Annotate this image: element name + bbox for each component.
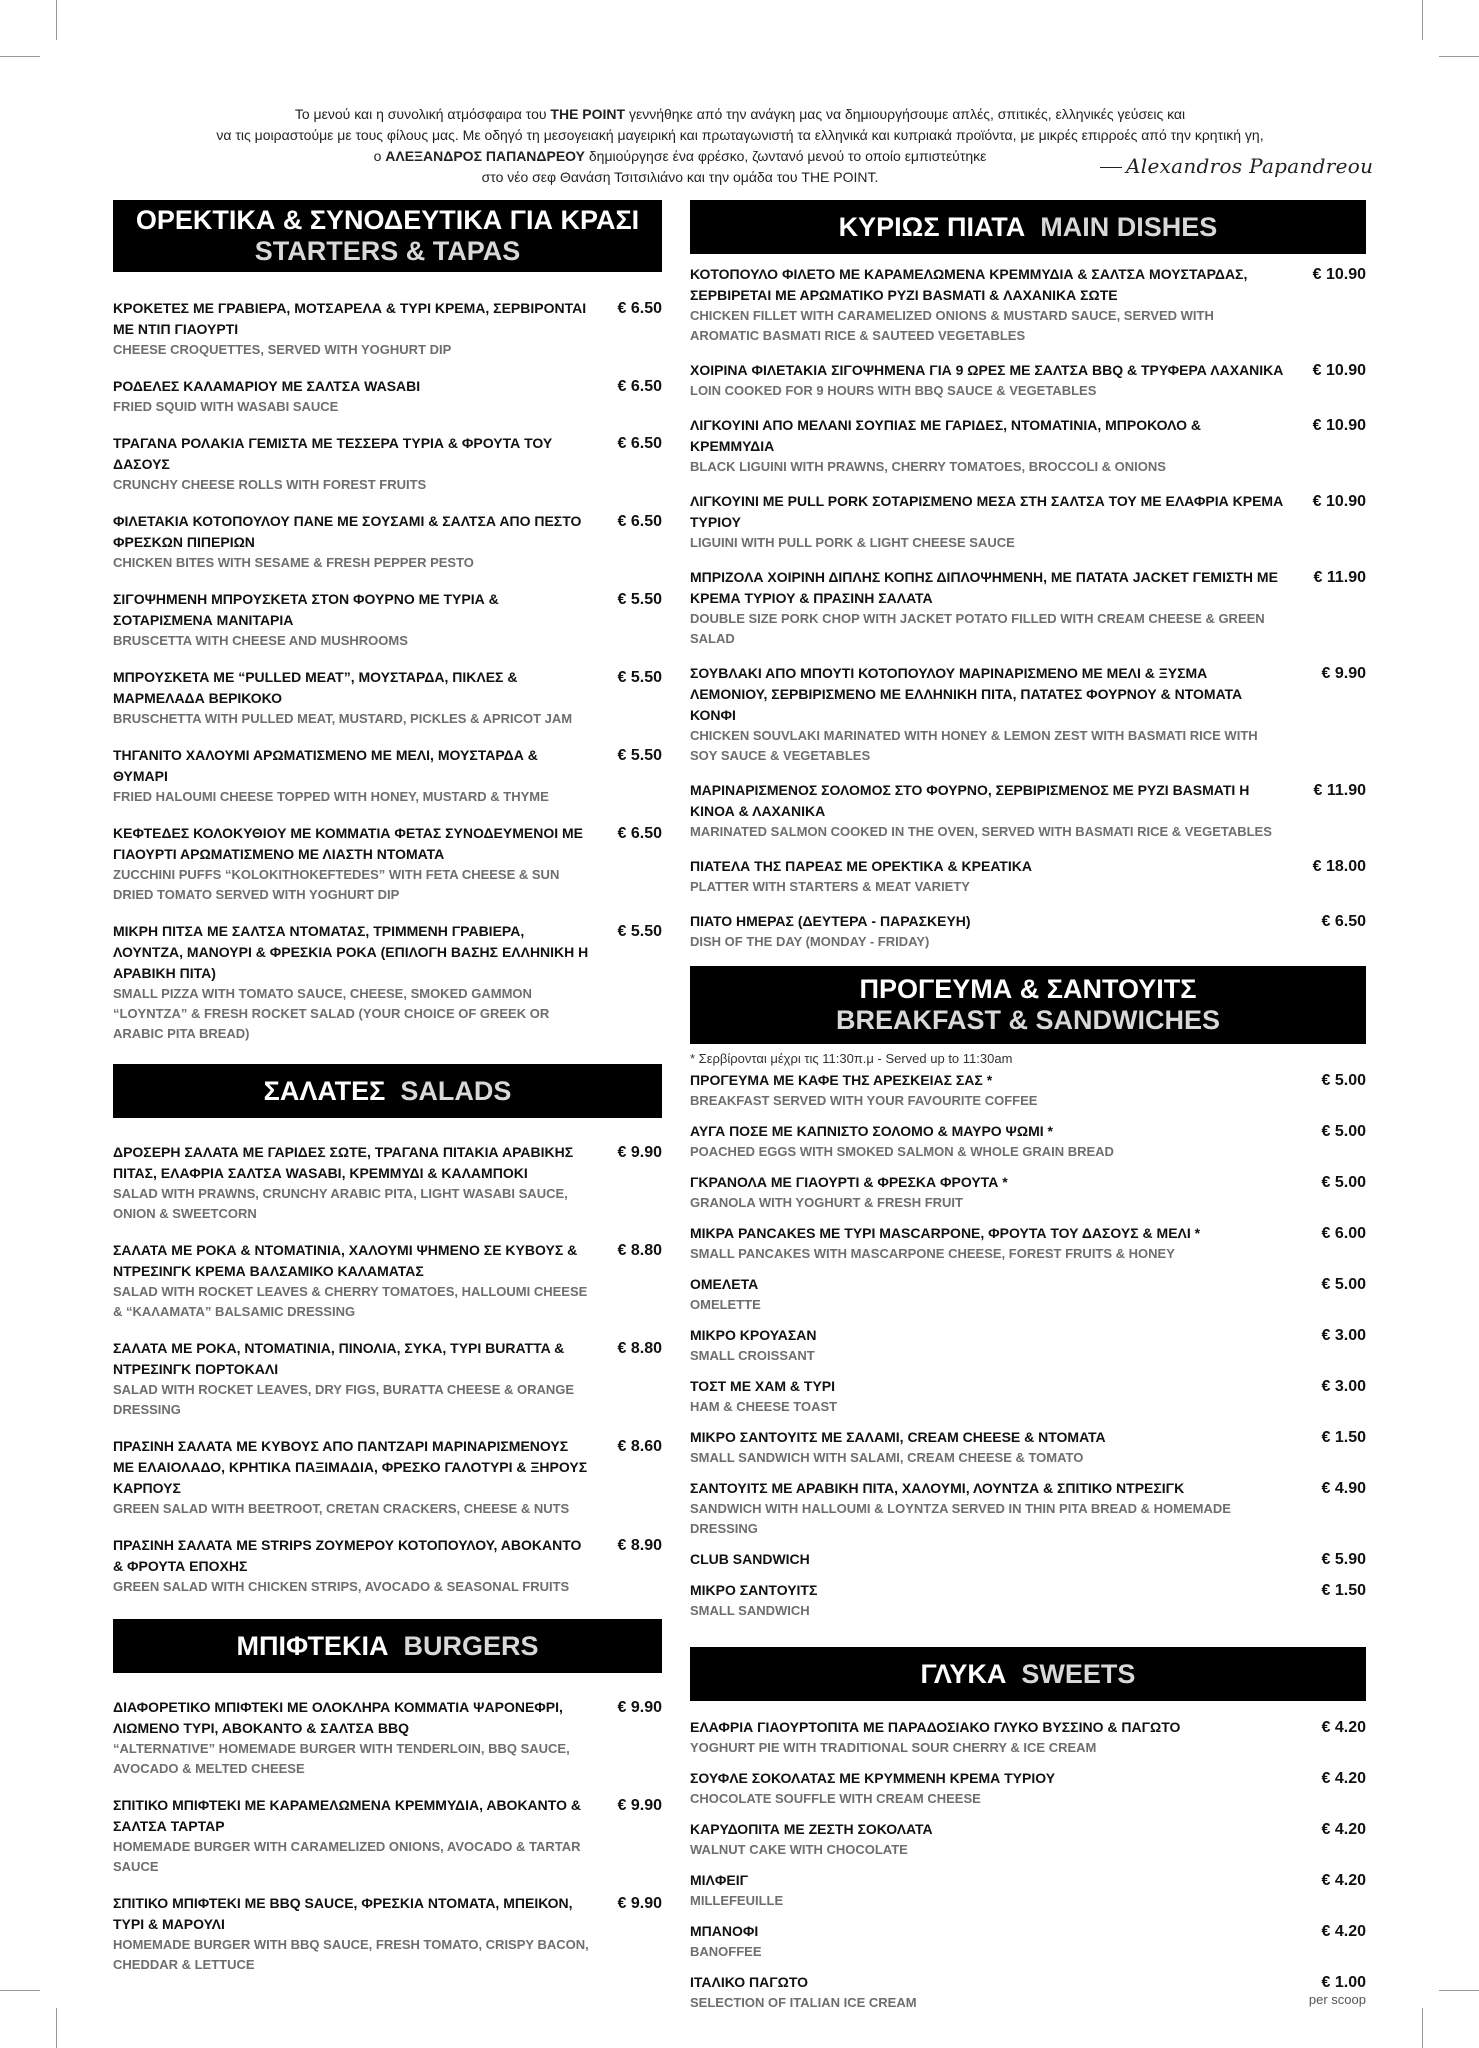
item-name-gr: ΤΡΑΓΑΝΑ ΡΟΛΑΚΙΑ ΓΕΜΙΣΤΑ ΜΕ ΤΕΣΣΕΡΑ ΤΥΡΙΑ & ΦΡΟΥΤΑ ΤΟΥ ΔΑΣΟΥΣ bbox=[113, 435, 553, 472]
item-name-gr: ΜΙΚΡΑ PANCAKES ΜΕ ΤΥΡΙ MASCARPONE, ΦΡΟΥΤΑ ΤΟΥ ΔΑΣΟΥΣ & ΜΕΛΙ * bbox=[690, 1225, 1201, 1241]
chef-signature: Alexandros Papandreou bbox=[1100, 154, 1373, 178]
item-name-en: SALAD WITH ROCKET LEAVES, DRY FIGS, BURATTA CHEESE & ORANGE DRESSING bbox=[113, 1382, 575, 1417]
item-name-en: SMALL PIZZA WITH TOMATO SAUCE, CHEESE, SMOKED GAMMON “LOYNTZA” & FRESH ROCKET SALAD (YOUR CHOICE OF GREEK OR ARABIC PITA BREAD) bbox=[113, 986, 550, 1041]
item-name-en: ZUCCHINI PUFFS “KOLOKITHOKEFTEDES” WITH FETA CHEESE & SUN DRIED TOMATO SERVED WITH YOGHURT DIP bbox=[113, 867, 560, 902]
item-name-en: SMALL SANDWICH bbox=[690, 1603, 810, 1618]
item-price: € 6.50 bbox=[1321, 913, 1366, 930]
item-name-gr: ΣΙΓΟΨΗΜΕΝΗ ΜΠΡΟΥΣΚΕΤΑ ΣΤΟΝ ΦΟΥΡΝΟ ΜΕ ΤΥΡΙΑ & ΣΟΤΑΡΙΣΜΕΝΑ ΜΑΝΙΤΑΡΙΑ bbox=[113, 591, 499, 628]
menu-item bbox=[113, 823, 662, 905]
item-name-en: POACHED EGGS WITH SMOKED SALMON & WHOLE GRAIN BREAD bbox=[690, 1144, 1114, 1159]
crop-mark bbox=[56, 0, 57, 40]
menu-item bbox=[690, 491, 1366, 553]
item-price: € 10.90 bbox=[1312, 266, 1366, 283]
menu-item bbox=[690, 1870, 1366, 1911]
item-name-en: BANOFFEE bbox=[690, 1944, 762, 1959]
crop-mark bbox=[1439, 1990, 1479, 1991]
menu-item bbox=[690, 1549, 1366, 1570]
item-name-gr: ΜΙΚΡΟ ΚΡΟΥΑΣΑΝ bbox=[690, 1327, 817, 1343]
menu-item bbox=[690, 1478, 1366, 1539]
menu-item bbox=[113, 1338, 662, 1420]
item-price: € 6.50 bbox=[617, 825, 662, 842]
item-name-en: YOGHURT PIE WITH TRADITIONAL SOUR CHERRY & ICE CREAM bbox=[690, 1740, 1097, 1755]
menu-item bbox=[113, 1697, 662, 1779]
section-header-breakfast bbox=[690, 966, 1366, 1044]
crop-mark bbox=[1422, 0, 1423, 40]
item-name-en: FRIED SQUID WITH WASABI SAUCE bbox=[113, 399, 339, 414]
item-name-en: BRUSCETTA WITH CHEESE AND MUSHROOMS bbox=[113, 633, 408, 648]
item-name-gr: ΜΠΡΙΖΟΛΑ ΧΟΙΡΙΝΗ ΔΙΠΛΗΣ ΚΟΠΗΣ ΔΙΠΛΟΨΗΜΕΝΗ, ΜΕ ΠΑΤΑΤΑ JACKET ΓΕΜΙΣΤΗ ΜΕ ΚΡΕΜΑ ΤΥΡΙΟΥ & ΠΡΑΣΙΝΗ ΣΑΛΑΤΑ bbox=[690, 569, 1278, 606]
item-price: € 6.50 bbox=[617, 435, 662, 452]
crop-mark bbox=[0, 1990, 40, 1991]
menu-item bbox=[113, 433, 662, 495]
intro-line-1: Το μενού και η συνολική ατμόσφαιρα του THE POINT γεννήθηκε από την ανάγκη μας να δημιουργήσουμε απλές, σπιτικές, ελληνικές γεύσεις και bbox=[294, 106, 1186, 122]
item-name-gr: ΜΙΚΡΟ ΣΑΝΤΟΥΙΤΣ ΜΕ ΣΑΛΑΜΙ, CREAM CHEESE & ΝΤΟΜΑΤΑ bbox=[690, 1429, 1106, 1445]
item-name-gr: ΛΙΓΚΟΥΙΝΙ ΑΠΟ ΜΕΛΑΝΙ ΣΟΥΠΙΑΣ ΜΕ ΓΑΡΙΔΕΣ, ΝΤΟΜΑΤΙΝΙΑ, ΜΠΡΟΚΟΛΟ & ΚΡΕΜΜΥΔΙΑ bbox=[690, 417, 1201, 454]
item-price: € 1.00 per scoop bbox=[1308, 1974, 1366, 2007]
item-price: € 6.50 bbox=[617, 513, 662, 530]
item-name-gr: ΔΡΟΣΕΡΗ ΣΑΛΑΤΑ ΜΕ ΓΑΡΙΔΕΣ ΣΩΤΕ, ΤΡΑΓΑΝΑ ΠΙΤΑΚΙΑ ΑΡΑΒΙΚΗΣ ΠΙΤΑΣ, ΕΛΑΦΡΙΑ ΣΑΛΤΣΑ WASABI, ΚΡΕΜΜΥΔΙ & ΚΑΛΑΜΠΟΚΙ bbox=[113, 1144, 574, 1181]
item-name-gr: ΦΙΛΕΤΑΚΙΑ ΚΟΤΟΠΟΥΛΟΥ ΠΑΝΕ ΜΕ ΣΟΥΣΑΜΙ & ΣΑΛΤΣΑ ΑΠΟ ΠΕΣΤΟ ΦΡΕΣΚΩΝ ΠΙΠΕΡΙΩΝ bbox=[113, 513, 582, 550]
price-unit: per scoop bbox=[1308, 1992, 1366, 2007]
menu-item bbox=[690, 911, 1366, 952]
item-name-en: BRUSCHETTA WITH PULLED MEAT, MUSTARD, PICKLES & APRICOT JAM bbox=[113, 711, 573, 726]
section-title: ΚΥΡΙΩΣ ΠΙΑΤΑ MAIN DISHES bbox=[838, 211, 1218, 242]
item-name-gr: ΜΙΚΡΗ ΠΙΤΣΑ ΜΕ ΣΑΛΤΣΑ ΝΤΟΜΑΤΑΣ, ΤΡΙΜΜΕΝΗ ΓΡΑΒΙΕΡΑ, ΛΟΥΝΤΖΑ, ΜΑΝΟΥΡΙ & ΦΡΕΣΚΙΑ ΡΟΚΑ (ΕΠΙΛΟΓΗ ΒΑΣΗΣ ΕΛΛΗΝΙΚΗ Η ΑΡΑΒΙΚΗ ΠΙΤΑ) bbox=[113, 923, 589, 981]
menu-item bbox=[690, 360, 1366, 401]
crop-mark bbox=[1439, 56, 1479, 57]
item-price: € 8.80 bbox=[617, 1340, 662, 1357]
item-price: € 5.00 bbox=[1321, 1072, 1366, 1089]
breakfast-note: * Σερβίρονται μέχρι τις 11:30π.μ - Served up to 11:30am bbox=[690, 1051, 1013, 1066]
menu-item bbox=[690, 264, 1366, 346]
item-price: € 5.50 bbox=[617, 923, 662, 940]
right-column bbox=[690, 200, 1366, 2013]
item-name-en: DISH OF THE DAY (MONDAY - FRIDAY) bbox=[690, 934, 930, 949]
item-name-en: HOMEMADE BURGER WITH BBQ SAUCE, FRESH TOMATO, CRISPY BACON, CHEDDAR & LETTUCE bbox=[113, 1937, 589, 1972]
item-name-en: CHICKEN FILLET WITH CARAMELIZED ONIONS & MUSTARD SAUCE, SERVED WITH AROMATIC BASMATI RICE & SAUTEED VEGETABLES bbox=[690, 308, 1214, 343]
menu-item bbox=[113, 1893, 662, 1975]
item-name-en: CHICKEN SOUVLAKI MARINATED WITH HONEY & LEMON ZEST WITH BASMATI RICE WITH SOY SAUCE & VEGETABLES bbox=[690, 728, 1258, 763]
section-title: ΓΛΥΚΑ SWEETS bbox=[920, 1658, 1136, 1689]
item-name-gr: ΣΠΙΤΙΚΟ ΜΠΙΦΤΕΚΙ ΜΕ ΚΑΡΑΜΕΛΩΜΕΝΑ ΚΡΕΜΜΥΔΙΑ, ΑΒΟΚΑΝΤΟ & ΣΑΛΤΣΑ ΤΑΡΤΑΡ bbox=[113, 1797, 581, 1834]
item-name-en: CRUNCHY CHEESE ROLLS WITH FOREST FRUITS bbox=[113, 477, 427, 492]
item-name-gr: ΚΕΦΤΕΔΕΣ ΚΟΛΟΚΥΘΙΟΥ ΜΕ ΚΟΜΜΑΤΙΑ ΦΕΤΑΣ ΣΥΝΟΔΕΥΜΕΝΟΙ ΜΕ ΓΙΑΟΥΡΤΙ ΑΡΩΜΑΤΙΣΜΕΝΟ ΜΕ ΛΙΑΣΤΗ ΝΤΟΜΑΤΑ bbox=[113, 825, 583, 862]
section-header-sweets bbox=[690, 1647, 1366, 1701]
item-price: € 9.90 bbox=[617, 1144, 662, 1161]
menu-item bbox=[690, 1768, 1366, 1809]
item-price: € 10.90 bbox=[1312, 417, 1366, 434]
item-name-en: CHEESE CROQUETTES, SERVED WITH YOGHURT DIP bbox=[113, 342, 452, 357]
item-name-gr: ΜΠΑΝΟΦΙ bbox=[690, 1923, 759, 1939]
section-header-mains bbox=[690, 200, 1366, 254]
item-name-en: LOIN COOKED FOR 9 HOURS WITH BBQ SAUCE & VEGETABLES bbox=[690, 383, 1097, 398]
item-name-en: HAM & CHEESE TOAST bbox=[690, 1399, 838, 1414]
left-column bbox=[113, 200, 662, 1975]
item-price: € 9.90 bbox=[617, 1895, 662, 1912]
section-title-en: BREAKFAST & SANDWICHES bbox=[835, 1005, 1220, 1035]
item-name-gr: ΜΙΛΦΕΙΓ bbox=[690, 1872, 749, 1888]
item-name-gr: ΠΡΑΣΙΝΗ ΣΑΛΑΤΑ ΜΕ STRIPS ΖΟΥΜΕΡΟΥ ΚΟΤΟΠΟΥΛΟΥ, ΑΒΟΚΑΝΤΟ & ΦΡΟΥΤΑ ΕΠΟΧΗΣ bbox=[113, 1537, 582, 1574]
item-price: € 4.20 bbox=[1321, 1821, 1366, 1838]
menu-item bbox=[113, 1535, 662, 1597]
item-price: € 6.50 bbox=[617, 378, 662, 395]
crop-mark bbox=[0, 56, 40, 57]
item-name-en: SMALL PANCAKES WITH MASCARPONE CHEESE, FOREST FRUITS & HONEY bbox=[690, 1246, 1175, 1261]
menu-item bbox=[690, 1325, 1366, 1366]
intro-line-3: ο ΑΛΕΞΑΝΔΡΟΣ ΠΑΠΑΝΔΡΕΟΥ δημιούργησε ένα φρέσκο, ζωντανό μενού το οποίο εμπιστεύτηκε bbox=[373, 148, 987, 164]
mains-list bbox=[690, 264, 1366, 952]
section-title: ΣΑΛΑΤΕΣ SALADS bbox=[263, 1075, 512, 1106]
item-price: € 8.80 bbox=[617, 1242, 662, 1259]
item-name-gr: ΣΑΝΤΟΥΙΤΣ ΜΕ ΑΡΑΒΙΚΗ ΠΙΤΑ, ΧΑΛΟΥΜΙ, ΛΟΥΝΤΖΑ & ΣΠΙΤΙΚΟ ΝΤΡΕΣΙΓΚ bbox=[690, 1480, 1185, 1496]
item-name-gr: ΜΑΡΙΝΑΡΙΣΜΕΝΟΣ ΣΟΛΟΜΟΣ ΣΤΟ ΦΟΥΡΝΟ, ΣΕΡΒΙΡΙΣΜΕΝΟΣ ΜΕ ΡΥΖΙ BASMATI Η ΚΙΝΟΑ & ΛΑΧΑΝΙΚΑ bbox=[690, 782, 1250, 819]
item-name-gr: ΔΙΑΦΟΡΕΤΙΚΟ ΜΠΙΦΤΕΚΙ ΜΕ ΟΛΟΚΛΗΡΑ ΚΟΜΜΑΤΙΑ ΨΑΡΟΝΕΦΡΙ, ΛΙΩΜΕΝΟ ΤΥΡΙ, ΑΒΟΚΑΝΤΟ & ΣΑΛΤΣΑ BBQ bbox=[113, 1699, 563, 1736]
item-price: € 5.50 bbox=[617, 669, 662, 686]
section-title: ΜΠΙΦΤΕΚΙΑ BURGERS bbox=[236, 1630, 539, 1661]
item-name-gr: ΧΟΙΡΙΝΑ ΦΙΛΕΤΑΚΙΑ ΣΙΓΟΨΗΜΕΝΑ ΓΙΑ 9 ΩΡΕΣ ΜΕ ΣΑΛΤΣΑ BBQ & ΤΡΥΦΕΡΑ ΛΑΧΑΝΙΚΑ bbox=[690, 362, 1284, 378]
crop-mark bbox=[1422, 2008, 1423, 2048]
item-name-gr: ΠΙΑΤΕΛΑ ΤΗΣ ΠΑΡΕΑΣ ΜΕ ΟΡΕΚΤΙΚΑ & ΚΡΕΑΤΙΚΑ bbox=[690, 858, 1032, 874]
item-price: € 4.20 bbox=[1321, 1872, 1366, 1889]
menu-item bbox=[690, 1580, 1366, 1621]
menu-item bbox=[690, 1717, 1366, 1758]
item-name-gr: ΠΡΑΣΙΝΗ ΣΑΛΑΤΑ ΜΕ ΚΥΒΟΥΣ ΑΠΟ ΠΑΝΤΖΑΡΙ ΜΑΡΙΝΑΡΙΣΜΕΝΟΥΣ ΜΕ ΕΛΑΙΟΛΑΔΟ, ΚΡΗΤΙΚΑ ΠΑΞΙΜΑΔΙΑ, ΦΡΕΣΚΟ ΓΑΛΟΤΥΡΙ & ΞΗΡΟΥΣ ΚΑΡΠΟΥΣ bbox=[113, 1438, 588, 1496]
item-name-en: DOUBLE SIZE PORK CHOP WITH JACKET POTATO FILLED WITH CREAM CHEESE & GREEN SALAD bbox=[690, 611, 1265, 646]
item-price: € 5.00 bbox=[1321, 1276, 1366, 1293]
item-name-en: CHICKEN BITES WITH SESAME & FRESH PEPPER PESTO bbox=[113, 555, 474, 570]
item-name-gr: CLUB SANDWICH bbox=[690, 1551, 810, 1567]
item-price: € 6.00 bbox=[1321, 1225, 1366, 1242]
item-name-en: GREEN SALAD WITH BEETROOT, CRETAN CRACKERS, CHEESE & NUTS bbox=[113, 1501, 570, 1516]
menu-item bbox=[113, 1795, 662, 1877]
item-name-en: “ALTERNATIVE” HOMEMADE BURGER WITH TENDERLOIN, BBQ SAUCE, AVOCADO & MELTED CHEESE bbox=[113, 1741, 570, 1776]
menu-item bbox=[690, 1223, 1366, 1264]
menu-item bbox=[690, 780, 1366, 842]
menu-item bbox=[113, 921, 662, 1044]
item-price: € 3.00 bbox=[1321, 1378, 1366, 1395]
menu-item bbox=[690, 1376, 1366, 1417]
item-name-en: BREAKFAST SERVED WITH YOUR FAVOURITE COFFEE bbox=[690, 1093, 1038, 1108]
item-price: € 9.90 bbox=[617, 1797, 662, 1814]
item-price: € 5.90 bbox=[1321, 1551, 1366, 1568]
salads-list bbox=[113, 1142, 662, 1597]
item-name-en: SELECTION OF ITALIAN ICE CREAM bbox=[690, 1995, 917, 2010]
item-price: € 5.50 bbox=[617, 747, 662, 764]
item-name-en: WALNUT CAKE WITH CHOCOLATE bbox=[690, 1842, 908, 1857]
menu-item bbox=[113, 667, 662, 729]
section-header-salads bbox=[113, 1064, 662, 1118]
section-title-gr: ΠΡΟΓΕΥΜΑ & ΣΑΝΤΟΥΙΤΣ bbox=[859, 974, 1197, 1004]
item-price: € 4.20 bbox=[1321, 1923, 1366, 1940]
item-name-gr: ΣΑΛΑΤΑ ΜΕ ΡΟΚΑ & ΝΤΟΜΑΤΙΝΙΑ, ΧΑΛΟΥΜΙ ΨΗΜΕΝΟ ΣΕ ΚΥΒΟΥΣ & ΝΤΡΕΣΙΝΓΚ ΚΡΕΜΑ ΒΑΛΣΑΜΙΚΟ ΚΑΛΑΜΑΤΑΣ bbox=[113, 1242, 578, 1279]
menu-item bbox=[690, 1427, 1366, 1468]
section-header-burgers bbox=[113, 1619, 662, 1673]
sweets-list bbox=[690, 1717, 1366, 2013]
item-price: € 11.90 bbox=[1313, 569, 1366, 586]
section-title-en: STARTERS & TAPAS bbox=[254, 236, 521, 266]
menu-item bbox=[113, 1142, 662, 1224]
item-price: € 9.90 bbox=[1321, 665, 1366, 682]
item-name-en: OMELETTE bbox=[690, 1297, 761, 1312]
item-name-en: PLATTER WITH STARTERS & MEAT VARIETY bbox=[690, 879, 970, 894]
menu-item bbox=[690, 856, 1366, 897]
item-name-en: HOMEMADE BURGER WITH CARAMELIZED ONIONS, AVOCADO & TARTAR SAUCE bbox=[113, 1839, 581, 1874]
item-price: € 10.90 bbox=[1312, 362, 1366, 379]
item-price: € 5.00 bbox=[1321, 1123, 1366, 1140]
menu-item bbox=[690, 1921, 1366, 1962]
item-name-gr: ΚΟΤΟΠΟΥΛΟ ΦΙΛΕΤΟ ΜΕ ΚΑΡΑΜΕΛΩΜΕΝΑ ΚΡΕΜΜΥΔΙΑ & ΣΑΛΤΣΑ ΜΟΥΣΤΑΡΔΑΣ, ΣΕΡΒΙΡΕΤΑΙ ΜΕ ΑΡΩΜΑΤΙΚΟ ΡΥΖΙ BASMATI & ΛΑΧΑΝΙΚΑ ΣΩΤΕ bbox=[690, 266, 1248, 303]
menu-item bbox=[690, 1070, 1366, 1111]
item-name-en: LIGUINI WITH PULL PORK & LIGHT CHEESE SAUCE bbox=[690, 535, 1015, 550]
item-name-gr: ΛΙΓΚΟΥΙΝΙ ΜΕ PULL PORK ΣΟΤΑΡΙΣΜΕΝΟ ΜΕΣΑ ΣΤΗ ΣΑΛΤΣΑ ΤΟΥ ΜΕ ΕΛΑΦΡΙΑ ΚΡΕΜΑ ΤΥΡΙΟΥ bbox=[690, 493, 1284, 530]
item-name-en: SMALL CROISSANT bbox=[690, 1348, 815, 1363]
item-name-gr: ΜΠΡΟΥΣΚΕΤΑ ΜΕ “PULLED MEAT”, ΜΟΥΣΤΑΡΔΑ, ΠΙΚΛΕΣ & ΜΑΡΜΕΛΑΔΑ ΒΕΡΙΚΟΚΟ bbox=[113, 669, 518, 706]
item-price: € 4.20 bbox=[1321, 1770, 1366, 1787]
item-price: € 8.90 bbox=[617, 1537, 662, 1554]
item-name-gr: ΚΑΡΥΔΟΠΙΤΑ ΜΕ ΖΕΣΤΗ ΣΟΚΟΛΑΤΑ bbox=[690, 1821, 933, 1837]
item-name-en: GREEN SALAD WITH CHICKEN STRIPS, AVOCADO & SEASONAL FRUITS bbox=[113, 1579, 570, 1594]
menu-item bbox=[690, 1121, 1366, 1162]
item-name-gr: ΠΡΟΓΕΥΜΑ ΜΕ ΚΑΦΕ ΤΗΣ ΑΡΕΣΚΕΙΑΣ ΣΑΣ * bbox=[690, 1072, 993, 1088]
menu-item bbox=[690, 663, 1366, 766]
menu-item bbox=[690, 1172, 1366, 1213]
item-price: € 8.60 bbox=[617, 1438, 662, 1455]
crop-mark bbox=[56, 2008, 57, 2048]
item-price: € 4.90 bbox=[1321, 1480, 1366, 1497]
intro-line-4: στο νέο σεφ Θανάση Τσιτσιλιάνο και την ομάδα του THE POINT. bbox=[481, 169, 879, 185]
item-name-en: BLACK LIGUINI WITH PRAWNS, CHERRY TOMATOES, BROCCOLI & ONIONS bbox=[690, 459, 1166, 474]
item-price: € 5.00 bbox=[1321, 1174, 1366, 1191]
breakfast-list bbox=[690, 1070, 1366, 1621]
item-name-en: SALAD WITH ROCKET LEAVES & CHERRY TOMATOES, HALLOUMI CHEESE & “ΚΑΛΑΜΑΤΑ” BALSAMIC DRESSING bbox=[113, 1284, 588, 1319]
item-name-en: SANDWICH WITH HALLOUMI & LOYNTZA SERVED IN THIN PITA BREAD & HOMEMADE DRESSING bbox=[690, 1501, 1231, 1536]
item-name-gr: ΜΙΚΡΟ ΣΑΝΤΟΥΙΤΣ bbox=[690, 1582, 818, 1598]
item-price: € 18.00 bbox=[1312, 858, 1366, 875]
item-name-gr: ΤΗΓΑΝΙΤΟ ΧΑΛΟΥΜΙ ΑΡΩΜΑΤΙΣΜΕΝΟ ΜΕ ΜΕΛΙ, ΜΟΥΣΤΑΡΔΑ & ΘΥΜΑΡΙ bbox=[113, 747, 538, 784]
item-name-gr: ΕΛΑΦΡΙΑ ΓΙΑΟΥΡΤΟΠΙΤΑ ΜΕ ΠΑΡΑΔΟΣΙΑΚΟ ΓΛΥΚΟ ΒΥΣΣΙΝΟ & ΠΑΓΩΤΟ bbox=[690, 1719, 1181, 1735]
menu-item bbox=[113, 376, 662, 417]
menu-item bbox=[113, 1240, 662, 1322]
item-price: € 3.00 bbox=[1321, 1327, 1366, 1344]
intro-line-2: να τις μοιραστούμε με τους φίλους μας. Με οδηγό τη μεσογειακή μαγειρική και πρωταγωνιστή τα ελληνικά και κυπριακά προϊόντα, με μικρές επιρροές από την κρητική γη, bbox=[216, 127, 1264, 143]
menu-item bbox=[690, 1274, 1366, 1315]
item-name-en: SMALL SANDWICH WITH SALAMI, CREAM CHEESE & TOMATO bbox=[690, 1450, 1084, 1465]
item-name-gr: ΤΟΣΤ ΜΕ ΧΑΜ & ΤΥΡΙ bbox=[690, 1378, 836, 1394]
menu-item bbox=[113, 511, 662, 573]
menu-item bbox=[690, 1972, 1366, 2013]
item-price: € 4.20 bbox=[1321, 1719, 1366, 1736]
menu-item bbox=[113, 745, 662, 807]
item-name-gr: ΠΙΑΤΟ ΗΜΕΡΑΣ (ΔΕΥΤΕΡΑ - ΠΑΡΑΣΚΕΥΗ) bbox=[690, 913, 971, 929]
item-name-en: CHOCOLATE SOUFFLE WITH CREAM CHEESE bbox=[690, 1791, 981, 1806]
item-name-en: FRIED HALOUMI CHEESE TOPPED WITH HONEY, MUSTARD & THYME bbox=[113, 789, 549, 804]
menu-item bbox=[113, 1436, 662, 1519]
item-price: € 6.50 bbox=[617, 300, 662, 317]
item-price: € 1.50 bbox=[1321, 1429, 1366, 1446]
item-name-gr: ΓΚΡΑΝΟΛΑ ΜΕ ΓΙΑΟΥΡΤΙ & ΦΡΕΣΚΑ ΦΡΟΥΤΑ * bbox=[690, 1174, 1008, 1190]
item-name-en: MARINATED SALMON COOKED IN THE OVEN, SERVED WITH BASMATI RICE & VEGETABLES bbox=[690, 824, 1272, 839]
item-name-gr: ΡΟΔΕΛΕΣ ΚΑΛΑΜΑΡΙΟΥ ΜΕ ΣΑΛΤΣΑ WASABI bbox=[113, 378, 421, 394]
burgers-list bbox=[113, 1697, 662, 1975]
item-price: € 1.50 bbox=[1321, 1582, 1366, 1599]
item-name-gr: ΙΤΑΛΙΚΟ ΠΑΓΩΤΟ bbox=[690, 1974, 809, 1990]
section-title-gr: ΟΡΕΚΤΙΚΑ & ΣΥΝΟΔΕΥΤΙΚΑ ΓΙΑ ΚΡΑΣΙ bbox=[135, 205, 640, 235]
item-name-gr: ΑΥΓΑ ΠΟΣΕ ΜΕ ΚΑΠΝΙΣΤΟ ΣΟΛΟΜΟ & ΜΑΥΡΟ ΨΩΜΙ * bbox=[690, 1123, 1054, 1139]
menu-item bbox=[690, 567, 1366, 649]
section-header-starters bbox=[113, 200, 662, 272]
item-name-gr: ΣΑΛΑΤΑ ΜΕ ΡΟΚΑ, ΝΤΟΜΑΤΙΝΙΑ, ΠΙΝΟΛΙΑ, ΣΥΚΑ, ΤΥΡΙ BURATTA & ΝΤΡΕΣΙΝΓΚ ΠΟΡΤΟΚΑΛΙ bbox=[113, 1340, 565, 1377]
item-price: € 9.90 bbox=[617, 1699, 662, 1716]
item-name-gr: ΣΠΙΤΙΚΟ ΜΠΙΦΤΕΚΙ ΜΕ BBQ SAUCE, ΦΡΕΣΚΙΑ ΝΤΟΜΑΤΑ, ΜΠΕΙΚΟΝ, ΤΥΡΙ & ΜΑΡΟΥΛΙ bbox=[113, 1895, 573, 1932]
item-price: € 11.90 bbox=[1313, 782, 1366, 799]
starters-list bbox=[113, 298, 662, 1044]
item-name-en: GRANOLA WITH YOGHURT & FRESH FRUIT bbox=[690, 1195, 963, 1210]
item-name-gr: ΚΡΟΚΕΤΕΣ ΜΕ ΓΡΑΒΙΕΡΑ, ΜΟΤΣΑΡΕΛΑ & ΤΥΡΙ ΚΡΕΜΑ, ΣΕΡΒΙΡΟΝΤΑΙ ΜΕ ΝΤΙΠ ΓΙΑΟΥΡΤΙ bbox=[113, 300, 587, 337]
item-price: € 10.90 bbox=[1312, 493, 1366, 510]
item-name-en: MILLEFEUILLE bbox=[690, 1893, 784, 1908]
menu-item bbox=[690, 415, 1366, 477]
menu-item bbox=[113, 589, 662, 651]
item-price: € 5.50 bbox=[617, 591, 662, 608]
item-name-gr: ΣΟΥΒΛΑΚΙ ΑΠΟ ΜΠΟΥΤΙ ΚΟΤΟΠΟΥΛΟΥ ΜΑΡΙΝΑΡΙΣΜΕΝΟ ΜΕ ΜΕΛΙ & ΞΥΣΜΑ ΛΕΜΟΝΙΟΥ, ΣΕΡΒΙΡΙΣΜΕΝΟ ΜΕ ΕΛΛΗΝΙΚΗ ΠΙΤΑ, ΠΑΤΑΤΕΣ ΦΟΥΡΝΟΥ & ΝΤΟΜΑΤΑ ΚΟΝΦΙ bbox=[690, 665, 1243, 723]
item-name-gr: ΟΜΕΛΕΤΑ bbox=[690, 1276, 759, 1292]
menu-item bbox=[113, 298, 662, 360]
menu-item bbox=[690, 1819, 1366, 1860]
item-name-gr: ΣΟΥΦΛΕ ΣΟΚΟΛΑΤΑΣ ΜΕ ΚΡΥΜΜΕΝΗ ΚΡΕΜΑ ΤΥΡΙΟΥ bbox=[690, 1770, 1056, 1786]
item-name-en: SALAD WITH PRAWNS, CRUNCHY ARABIC PITA, LIGHT WASABI SAUCE, ONION & SWEETCORN bbox=[113, 1186, 568, 1221]
